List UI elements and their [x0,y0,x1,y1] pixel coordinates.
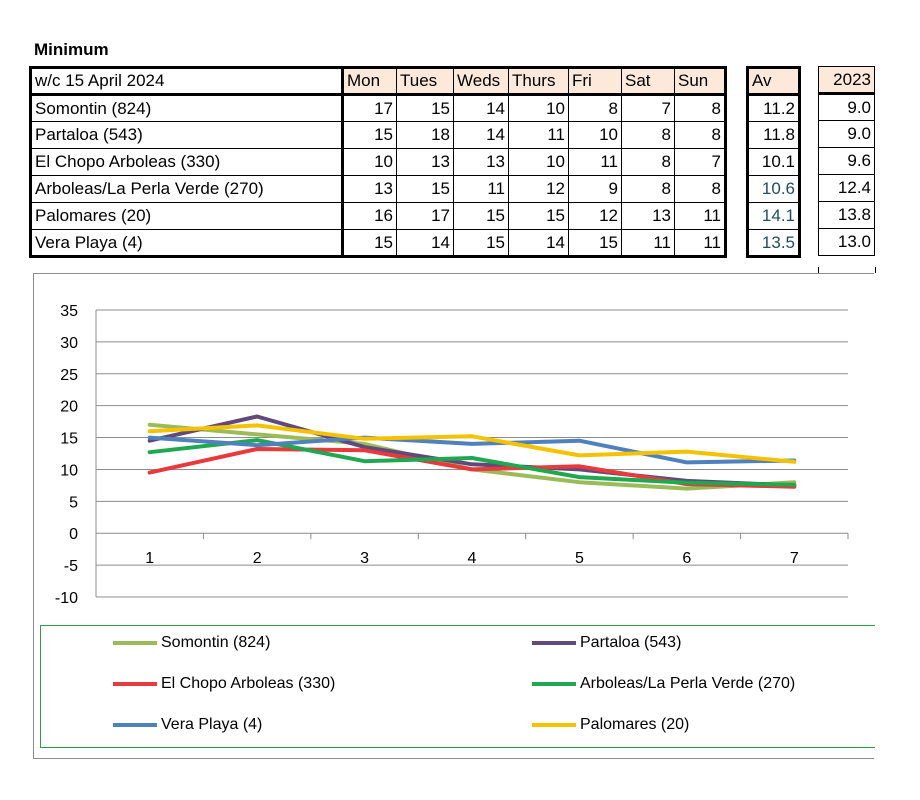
station-name: Vera Playa (4) [31,230,343,257]
legend-label: Arboleas/La Perla Verde (270) [580,675,796,692]
temperature-cell: 14 [454,122,509,149]
previous-year-cell: 9.0 [819,121,875,148]
temperature-cell: 11 [509,122,569,149]
temperature-cell: 15 [454,203,509,230]
temperature-cell: 8 [569,95,622,122]
temperature-cell: 13 [343,176,397,203]
day-header: Sat [622,68,675,95]
temperature-cell: 10 [343,149,397,176]
x-tick-label: 1 [145,550,155,568]
temperature-cell: 10 [569,122,622,149]
legend-item [532,716,689,734]
previous-year-cell: 9.6 [819,148,875,175]
legend-label: Palomares (20) [580,716,690,733]
average-cell: 11.2 [748,95,800,122]
temperature-cell: 13 [454,149,509,176]
x-tick-label: 4 [467,550,477,568]
legend-item [113,716,262,734]
y-tick-label: 35 [60,303,78,320]
station-name: El Chopo Arboleas (330) [31,149,343,176]
legend-label: Somontin (824) [161,634,271,651]
previous-year-cell: 12.4 [819,175,875,202]
temperature-cell: 12 [509,176,569,203]
day-header: Weds [454,68,509,95]
y-tick-label: 5 [69,494,78,512]
station-name: Arboleas/La Perla Verde (270) [31,176,343,203]
y-tick-label: 15 [60,430,78,448]
y-tick-label: 20 [60,398,78,416]
temperature-cell: 16 [343,203,397,230]
temperature-cell: 14 [454,95,509,122]
temperature-cell: 17 [397,203,454,230]
previous-year-cell: 9.0 [819,94,875,121]
legend-swatch [113,641,157,645]
y-tick-label: -10 [54,590,78,607]
temperature-cell: 15 [509,203,569,230]
chart-legend [40,625,875,748]
average-cell: 13.5 [748,230,800,257]
temperature-cell: 15 [397,95,454,122]
day-header: Sun [675,68,726,95]
average-cell: 14.1 [748,203,800,230]
temperature-cell: 12 [569,203,622,230]
temperature-cell: 11 [675,230,726,257]
temperature-cell: 8 [622,176,675,203]
temperature-cell: 14 [509,230,569,257]
x-tick-label: 3 [360,550,370,568]
legend-label: Partaloa (543) [580,634,682,651]
temperature-cell: 15 [397,176,454,203]
y-tick-label: -5 [63,558,78,576]
temperature-cell: 8 [675,122,726,149]
day-header: Fri [569,68,622,95]
temperature-cell: 8 [622,149,675,176]
temperature-cell: 15 [569,230,622,257]
temperature-cell: 11 [454,176,509,203]
temperature-cell: 13 [622,203,675,230]
x-tick-label: 2 [252,550,262,568]
temperature-cell: 10 [509,149,569,176]
temperature-cell: 11 [622,230,675,257]
x-tick-label: 5 [574,550,584,568]
temperature-cell: 9 [569,176,622,203]
y-tick-label: 0 [69,526,78,544]
station-name: Partaloa (543) [31,122,343,149]
average-header: Av [748,68,800,95]
legend-item [113,675,335,693]
temperature-cell: 7 [622,95,675,122]
temperature-cell: 18 [397,122,454,149]
station-name: Palomares (20) [31,203,343,230]
temperature-cell: 11 [569,149,622,176]
temperature-cell: 8 [675,176,726,203]
day-header: Tues [397,68,454,95]
legend-item [113,634,270,652]
table-title: Minimum [34,40,109,59]
legend-swatch [113,682,157,686]
legend-label: El Chopo Arboleas (330) [161,675,336,692]
temperature-cell: 17 [343,95,397,122]
station-name: Somontin (824) [31,95,343,122]
average-cell: 11.8 [748,122,800,149]
temperature-cell: 11 [675,203,726,230]
day-header: Mon [343,68,397,95]
temperature-cell: 7 [675,149,726,176]
legend-swatch [532,641,576,645]
week-label: w/c 15 April 2024 [31,68,343,95]
temperature-cell: 10 [509,95,569,122]
temperature-cell: 13 [397,149,454,176]
previous-year-cell: 13.8 [819,202,875,229]
y-tick-label: 10 [60,462,78,480]
temperature-cell: 8 [675,95,726,122]
day-header: Thurs [509,68,569,95]
x-tick-label: 6 [682,550,692,568]
legend-swatch [532,723,576,727]
legend-item [532,634,681,652]
x-tick-label: 7 [789,550,799,568]
y-tick-label: 30 [60,334,78,352]
legend-swatch [113,723,157,727]
average-cell: 10.1 [748,149,800,176]
temperature-cell: 15 [454,230,509,257]
temperature-cell: 8 [622,122,675,149]
temperature-cell: 15 [343,122,397,149]
legend-label: Vera Playa (4) [161,716,263,733]
temperature-cell: 15 [343,230,397,257]
y-tick-label: 25 [60,366,78,384]
average-cell: 10.6 [748,176,800,203]
legend-item [532,675,795,693]
legend-swatch [532,682,576,686]
year-header: 2023 [819,67,875,94]
temperature-cell: 14 [397,230,454,257]
previous-year-cell: 13.0 [819,229,875,256]
